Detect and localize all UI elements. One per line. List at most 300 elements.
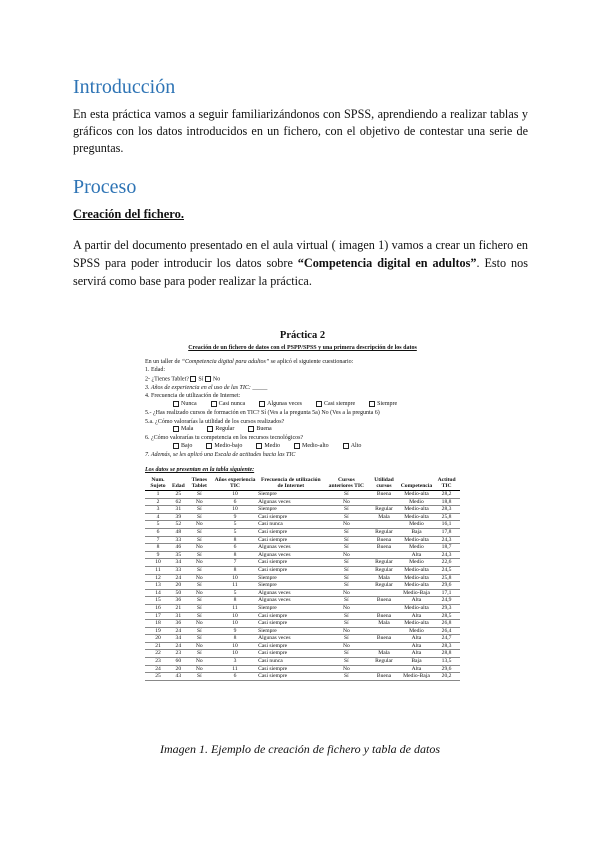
table-cell: Sí: [325, 673, 369, 681]
table-cell: 7: [145, 536, 171, 544]
option-label: Medio-bajo: [214, 443, 243, 450]
figure-intro: [145, 359, 460, 367]
table-row: [145, 498, 460, 506]
table-cell: No: [186, 658, 213, 666]
table-cell: 5: [213, 589, 257, 597]
table-cell: 25,8: [433, 513, 460, 521]
table-cell: Sí: [325, 528, 369, 536]
table-cell: Sí: [325, 559, 369, 567]
table-row: [145, 513, 460, 521]
table-cell: 7: [213, 559, 257, 567]
table-row: [145, 673, 460, 681]
table-cell: Sí: [325, 582, 369, 590]
table-cell: 11: [213, 582, 257, 590]
table-cell: 24: [145, 665, 171, 673]
table-cell: Sí: [325, 544, 369, 552]
figure-caption: Imagen 1. Ejemplo de creación de fichero y tabla de datos: [159, 742, 441, 756]
table-cell: Algunas veces: [257, 551, 324, 559]
table-cell: 13,5: [433, 658, 460, 666]
table-cell: 16: [145, 604, 171, 612]
table-cell: Sí: [325, 506, 369, 514]
table-cell: 17,1: [433, 589, 460, 597]
proceso-paragraph-bold: “Competencia digital en adultos”: [297, 256, 477, 270]
table-cell: 23: [145, 658, 171, 666]
table-cell: 62: [171, 498, 186, 506]
question-2-si: Sí: [198, 376, 204, 383]
table-cell: Sí: [186, 612, 213, 620]
table-cell: 5: [213, 528, 257, 536]
table-cell: 20: [171, 582, 186, 590]
table-cell: 33: [171, 566, 186, 574]
table-cell: Buena: [368, 635, 400, 643]
table-row: [145, 635, 460, 643]
option-label: Casi nunca: [218, 401, 246, 408]
table-cell: [368, 589, 400, 597]
table-row: [145, 551, 460, 559]
table-cell: Sí: [186, 582, 213, 590]
checkbox-icon: [206, 443, 212, 449]
table-cell: Buena: [368, 536, 400, 544]
table-cell: No: [325, 521, 369, 529]
figure-intro-italic: “Competencia digital para adultos”: [181, 358, 270, 365]
table-cell: 1: [145, 491, 171, 499]
table-cell: Sí: [186, 604, 213, 612]
table-cell: 25: [145, 673, 171, 681]
table-cell: Casi siempre: [257, 612, 324, 620]
table-cell: [368, 551, 400, 559]
table-cell: 14: [145, 589, 171, 597]
table-row: [145, 597, 460, 605]
table-cell: 28,2: [433, 491, 460, 499]
table-cell: Sí: [186, 551, 213, 559]
checkbox-icon: [259, 401, 265, 407]
table-cell: Medio: [400, 498, 433, 506]
table-header-row: [145, 477, 460, 491]
table-cell: Medio-Baja: [400, 673, 433, 681]
table-cell: Regular: [368, 528, 400, 536]
table-row: [145, 642, 460, 650]
table-cell: 29,3: [433, 604, 460, 612]
table-row: [145, 650, 460, 658]
table-cell: No: [186, 498, 213, 506]
table-cell: Sí: [325, 574, 369, 582]
table-row: [145, 582, 460, 590]
table-header-cell: Cursos anteriores TIC: [325, 477, 369, 491]
table-cell: No: [325, 665, 369, 673]
table-cell: Siempre: [257, 491, 324, 499]
table-cell: Sí: [325, 491, 369, 499]
figure-intro-end: se aplicó el siguiente cuestionario:: [269, 358, 354, 365]
table-header-cell: Edad: [171, 477, 186, 491]
table-cell: Medio-alta: [400, 491, 433, 499]
table-cell: Mala: [368, 513, 400, 521]
table-cell: 8: [213, 566, 257, 574]
table-cell: No: [186, 665, 213, 673]
table-cell: 36: [171, 597, 186, 605]
option: [343, 443, 362, 449]
table-cell: Algunas veces: [257, 498, 324, 506]
question-4: 4. Frecuencia de utilización de Internet:: [145, 393, 241, 400]
table-cell: 4: [145, 513, 171, 521]
table-cell: 28,8: [433, 650, 460, 658]
option: [248, 426, 271, 432]
table-cell: 16,1: [433, 521, 460, 529]
table-cell: Sí: [186, 627, 213, 635]
table-cell: Sí: [325, 658, 369, 666]
checkbox-icon: [369, 401, 375, 407]
table-cell: 8: [145, 544, 171, 552]
table-cell: 24,3: [433, 551, 460, 559]
table-cell: 20: [171, 665, 186, 673]
checkbox-icon: [173, 426, 179, 432]
table-row: [145, 604, 460, 612]
table-cell: 24: [171, 642, 186, 650]
checkbox-icon: [248, 426, 254, 432]
table-cell: 13: [145, 582, 171, 590]
table-cell: Sí: [325, 650, 369, 658]
table-cell: Mala: [368, 620, 400, 628]
table-header-cell: Competencia: [400, 477, 433, 491]
table-cell: 10: [213, 574, 257, 582]
table-cell: 10: [213, 642, 257, 650]
table-cell: 9: [145, 551, 171, 559]
table-cell: 20,2: [433, 673, 460, 681]
table-cell: Sí: [186, 506, 213, 514]
table-header-cell: Años experiencia TIC: [214, 476, 256, 490]
table-cell: 10: [213, 620, 257, 628]
table-cell: 21: [171, 604, 186, 612]
table-cell: 18: [145, 620, 171, 628]
table-row: [145, 559, 460, 567]
checkbox-icon: [173, 443, 179, 449]
table-cell: Sí: [186, 673, 213, 681]
table-cell: Casi nunca: [257, 658, 324, 666]
option-label: Casi siempre: [324, 401, 356, 408]
question-1: 1. Edad:: [145, 367, 165, 374]
table-cell: 11: [213, 665, 257, 673]
option: [173, 426, 193, 432]
table-cell: Medio-alta: [400, 604, 433, 612]
table-cell: 11: [145, 566, 171, 574]
option-label: Siempre: [377, 401, 398, 408]
table-cell: 24: [171, 574, 186, 582]
table-cell: 8: [213, 635, 257, 643]
question-5: 5.- ¿Has realizado cursos de formación en TIC? Sí (Ves a la pregunta 5a) No (Ves a la pregunta 6): [145, 409, 380, 416]
table-cell: No: [186, 642, 213, 650]
checkbox-icon: [294, 443, 300, 449]
table-cell: 60: [171, 658, 186, 666]
table-cell: 8: [213, 551, 257, 559]
table-cell: 28,3: [433, 506, 460, 514]
table-cell: 18,7: [433, 544, 460, 552]
table-cell: Sí: [186, 635, 213, 643]
table-cell: Sí: [325, 612, 369, 620]
table-cell: Algunas veces: [257, 597, 324, 605]
table-cell: 43: [171, 673, 186, 681]
table-cell: Casi siempre: [257, 650, 324, 658]
checkbox-icon: [343, 443, 349, 449]
table-header-cell: Tienes Tablet: [186, 477, 213, 491]
table-cell: Medio: [400, 544, 433, 552]
question-6: 6. ¿Cómo valorarías tu competencia en los recursos tecnológicos?: [145, 435, 304, 442]
table-cell: Casi siempre: [257, 559, 324, 567]
table-cell: Buena: [368, 597, 400, 605]
table-cell: Alta: [400, 551, 433, 559]
question-4-options: [145, 401, 460, 409]
table-cell: [368, 521, 400, 529]
table-cell: 28,5: [433, 612, 460, 620]
table-cell: [368, 604, 400, 612]
table-cell: Sí: [325, 536, 369, 544]
table-cell: 6: [213, 544, 257, 552]
table-cell: Alta: [400, 612, 433, 620]
table-cell: Sí: [325, 597, 369, 605]
table-row: [145, 491, 460, 499]
table-row: [145, 627, 460, 635]
table-cell: Medio-Baja: [400, 589, 433, 597]
option-label: Medio-alto: [302, 443, 329, 450]
table-cell: Medio-alta: [400, 620, 433, 628]
option: [369, 401, 397, 407]
table-cell: Sí: [325, 566, 369, 574]
option: [173, 401, 197, 407]
table-cell: Casi siempre: [257, 528, 324, 536]
table-row: [145, 521, 460, 529]
table-cell: [368, 642, 400, 650]
section-title-proceso: Proceso: [73, 176, 137, 198]
table-cell: 8: [213, 536, 257, 544]
table-cell: No: [186, 559, 213, 567]
question-5a-options: [145, 426, 460, 434]
table-cell: 9: [213, 513, 257, 521]
embedded-figure: [145, 330, 460, 681]
table-cell: Buena: [368, 544, 400, 552]
table-cell: [368, 627, 400, 635]
option-label: Regular: [215, 426, 235, 433]
checkbox-icon: [316, 401, 322, 407]
table-cell: Medio-alta: [400, 566, 433, 574]
table-cell: 8: [213, 597, 257, 605]
table-cell: 50: [171, 589, 186, 597]
table-cell: 33: [171, 536, 186, 544]
table-cell: 10: [213, 650, 257, 658]
table-cell: 19: [145, 627, 171, 635]
table-cell: Medio-alta: [400, 513, 433, 521]
table-cell: 34: [171, 635, 186, 643]
table-cell: Algunas veces: [257, 589, 324, 597]
table-cell: Algunas veces: [257, 544, 324, 552]
table-cell: Sí: [186, 513, 213, 521]
table-cell: 17: [145, 612, 171, 620]
table-cell: Alta: [400, 635, 433, 643]
section-title-introduccion: Introducción: [73, 76, 176, 98]
table-cell: Alta: [400, 597, 433, 605]
table-cell: Alta: [400, 665, 433, 673]
proceso-paragraph: [73, 236, 528, 290]
table-cell: 17,8: [433, 528, 460, 536]
table-cell: Siempre: [257, 604, 324, 612]
option-label: Algunas veces: [267, 401, 302, 408]
table-cell: Casi siempre: [257, 673, 324, 681]
table-cell: 22: [145, 650, 171, 658]
table-cell: No: [325, 604, 369, 612]
table-cell: Alta: [400, 650, 433, 658]
table-cell: No: [325, 551, 369, 559]
intro-paragraph: En esta práctica vamos a seguir familiarizándonos con SPSS, aprendiendo a realizar tablas y gráficos con los datos introducidos en un fichero, con el objetivo de contestar una serie de preguntas.: [73, 107, 528, 155]
table-cell: 25: [171, 491, 186, 499]
table-cell: 39: [171, 513, 186, 521]
table-cell: Sí: [186, 528, 213, 536]
question-2-text: 2- ¿Tienes Tablet?: [145, 376, 189, 383]
table-cell: Sí: [186, 650, 213, 658]
table-cell: Casi siempre: [257, 665, 324, 673]
table-cell: Casi siempre: [257, 620, 324, 628]
table-cell: Siempre: [257, 582, 324, 590]
table-cell: Sí: [186, 597, 213, 605]
option: [206, 443, 242, 449]
table-cell: Sí: [186, 491, 213, 499]
table-header-cell: Utilidad cursos: [368, 477, 400, 491]
table-cell: Regular: [368, 658, 400, 666]
table-cell: Mala: [368, 650, 400, 658]
table-cell: Sí: [186, 536, 213, 544]
table-cell: Buena: [368, 491, 400, 499]
table-cell: 52: [171, 521, 186, 529]
table-cell: No: [186, 544, 213, 552]
table-cell: Mala: [368, 574, 400, 582]
table-heading: Los datos se presentan en la tabla siguiente:: [145, 467, 255, 474]
option: [256, 443, 280, 449]
table-cell: Alta: [400, 642, 433, 650]
table-cell: Regular: [368, 506, 400, 514]
table-cell: 11: [213, 604, 257, 612]
table-row: [145, 566, 460, 574]
option: [316, 401, 355, 407]
table-cell: [368, 665, 400, 673]
figure-subtitle: Creación de un fichero de datos con el PSPP/SPSS y una primera descripción de los datos: [188, 345, 417, 351]
table-cell: Casi siempre: [257, 642, 324, 650]
table-cell: 21: [145, 642, 171, 650]
table-cell: Siempre: [257, 574, 324, 582]
table-header-cell: Actitud TIC: [433, 477, 460, 491]
table-cell: 31: [171, 506, 186, 514]
checkbox-icon: [205, 376, 211, 382]
table-cell: Casi siempre: [257, 536, 324, 544]
table-cell: 3: [145, 506, 171, 514]
table-cell: Medio: [400, 627, 433, 635]
question-7: 7. Además, se les aplicó una Escala de actitudes hacia las TIC: [145, 451, 296, 458]
table-cell: No: [325, 498, 369, 506]
checkbox-icon: [173, 401, 179, 407]
checkbox-icon: [207, 426, 213, 432]
table-cell: Medio-alta: [400, 506, 433, 514]
proceso-paragraph-text: A partir del documento presentado en el aula virtual ( imagen 1) vamos a crear un fichero en SPSS para poder introducir los datos sobre: [73, 238, 528, 270]
table-cell: 5: [145, 521, 171, 529]
option-label: Mala: [181, 426, 194, 433]
table-cell: 24,5: [433, 566, 460, 574]
question-2: [145, 376, 460, 384]
table-cell: Baja: [400, 528, 433, 536]
table-row: [145, 665, 460, 673]
table-cell: 10: [213, 506, 257, 514]
table-cell: Casi siempre: [257, 513, 324, 521]
table-cell: 15: [145, 597, 171, 605]
table-cell: Buena: [368, 673, 400, 681]
subheading-creacion-fichero: Creación del fichero.: [73, 207, 184, 221]
table-cell: 5: [213, 521, 257, 529]
table-cell: Sí: [186, 566, 213, 574]
table-cell: 10: [145, 559, 171, 567]
table-row: [145, 612, 460, 620]
checkbox-icon: [256, 443, 262, 449]
table-cell: 25,8: [433, 574, 460, 582]
checkbox-icon: [211, 401, 217, 407]
table-cell: 48: [171, 528, 186, 536]
table-cell: Algunas veces: [257, 635, 324, 643]
table-cell: 24,7: [433, 635, 460, 643]
table-cell: Casi siempre: [257, 566, 324, 574]
option-label: Bajo: [181, 443, 193, 450]
table-cell: 24,9: [433, 597, 460, 605]
table-cell: 2: [145, 498, 171, 506]
question-2-no: No: [212, 376, 221, 383]
data-table: [145, 477, 460, 681]
table-cell: 26,4: [433, 627, 460, 635]
table-cell: 35: [171, 551, 186, 559]
table-cell: Casi nunca: [257, 521, 324, 529]
table-cell: 31: [171, 612, 186, 620]
table-cell: Medio: [400, 521, 433, 529]
table-header-cell: Frecuencia de utilización de Internet: [257, 477, 324, 491]
proceso-paragraph-end: . Esto nos servirá como base para poder realizar la práctica.: [73, 256, 528, 288]
table-row: [145, 506, 460, 514]
table-cell: 29,6: [433, 582, 460, 590]
question-6-options: [145, 443, 460, 451]
table-row: [145, 620, 460, 628]
table-cell: 6: [213, 673, 257, 681]
table-cell: No: [186, 574, 213, 582]
table-cell: No: [186, 589, 213, 597]
table-cell: No: [325, 642, 369, 650]
table-row: [145, 544, 460, 552]
table-cell: 20: [145, 635, 171, 643]
table-cell: No: [186, 620, 213, 628]
table-cell: Sí: [325, 635, 369, 643]
table-cell: Baja: [400, 658, 433, 666]
table-cell: Medio-alta: [400, 582, 433, 590]
checkbox-icon: [190, 376, 196, 382]
table-row: [145, 658, 460, 666]
table-row: [145, 574, 460, 582]
table-cell: 22,6: [433, 559, 460, 567]
table-cell: 24,3: [433, 536, 460, 544]
table-cell: No: [325, 627, 369, 635]
table-cell: 12: [145, 574, 171, 582]
table-cell: Regular: [368, 582, 400, 590]
table-row: [145, 536, 460, 544]
table-cell: 29,6: [433, 665, 460, 673]
figure-title: Práctica 2: [279, 330, 326, 341]
table-cell: Siempre: [257, 627, 324, 635]
table-cell: Regular: [368, 559, 400, 567]
table-header-cell: Num. Sujeto: [145, 477, 171, 491]
table-cell: 23: [171, 650, 186, 658]
table-cell: No: [325, 589, 369, 597]
table-cell: 3: [213, 658, 257, 666]
option: [207, 426, 234, 432]
table-cell: [368, 498, 400, 506]
table-cell: 26,8: [433, 620, 460, 628]
